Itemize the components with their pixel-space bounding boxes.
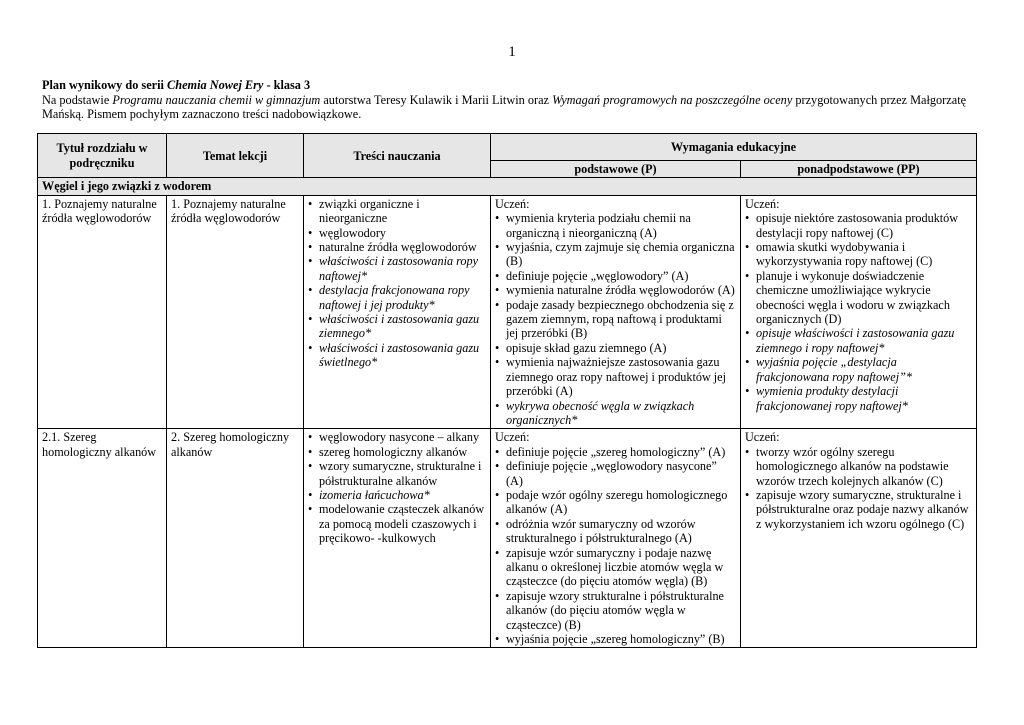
basic-cell [491, 429, 741, 648]
plan-table [37, 133, 977, 648]
list-item: • omawia skutki wydobywania i wykorzystywania ropy naftowej (C) [745, 240, 972, 269]
col-lesson-header: Temat lekcji [167, 134, 304, 178]
col-content-header: Treści nauczania [304, 134, 491, 178]
list-item: • odróżnia wzór sumaryczny od wzorów strukturalnego i półstrukturalnego (A) [495, 517, 736, 546]
content-cell [304, 195, 491, 429]
list-item: • szereg homologiczny alkanów [308, 445, 486, 459]
list-item: • właściwości i zastosowania gazu świetlnego* [308, 341, 486, 370]
student-label: Uczeń: [495, 196, 530, 211]
list-item: • tworzy wzór ogólny szeregu homologicznego alkanów na podstawie wzorów trzech kolejnych alkanów (C) [745, 445, 972, 488]
advanced-cell [741, 429, 977, 648]
col-requirements-header: Wymagania edukacyjne [491, 134, 977, 161]
advanced-cell [741, 195, 977, 429]
list-item: • związki organiczne i nieorganiczne [308, 197, 486, 226]
content-list [308, 197, 486, 370]
list-item: • opisuje właściwości i zastosowania gazu ziemnego i ropy naftowej* [745, 326, 972, 355]
list-item: • zapisuje wzory sumaryczne, strukturalne i półstrukturalne oraz podaje nazwy alkanów z wykorzystaniem ich wzoru ogólnego (C) [745, 488, 972, 531]
list-item: • wzory sumaryczne, strukturalne i półstrukturalne alkanów [308, 459, 486, 488]
document-title: Plan wynikowy do serii Chemia Nowej Ery - klasa 3 [42, 78, 311, 92]
chapter-cell: 1. Poznajemy naturalne źródła węglowodorów [38, 195, 167, 429]
list-item: • wymienia produkty destylacji frakcjonowanej ropy naftowej* [745, 384, 972, 413]
section-title: Węgiel i jego związki z wodorem [38, 178, 977, 195]
list-item: • wykrywa obecność węgla w związkach organicznych* [495, 399, 736, 428]
col-chapter-header: Tytuł rozdziału w podręczniku [38, 134, 167, 178]
table-row [38, 429, 977, 648]
list-item: • izomeria łańcuchowa* [308, 488, 486, 502]
list-item: • opisuje skład gazu ziemnego (A) [495, 341, 736, 355]
document-header [42, 78, 992, 122]
list-item: • definiuje pojęcie „węglowodory” (A) [495, 269, 736, 283]
content-cell [304, 429, 491, 648]
advanced-list [745, 445, 972, 531]
basic-list [495, 211, 736, 427]
list-item: • zapisuje wzory strukturalne i półstrukturalne alkanów (do pięciu atomów węgla w cząsteczce) (B) [495, 589, 736, 632]
list-item: • planuje i wykonuje doświadczenie chemiczne umożliwiające wykrycie obecności węgla i wodoru w związkach organicznych (D) [745, 269, 972, 327]
list-item: • wyjaśnia pojęcie „destylacja frakcjonowana ropy naftowej”* [745, 355, 972, 384]
document-intro: Na podstawie Programu nauczania chemii w gimnazjum autorstwa Teresy Kulawik i Marii Litwin oraz Wymagań programowych na poszczególne oceny przygotowanych przez Małgorzatę Mańską. Pismem pochyłym zaznaczono treści nadobowiązkowe. [42, 92, 967, 121]
basic-list [495, 445, 736, 647]
list-item: • wyjaśnia pojęcie „szereg homologiczny” (B) [495, 632, 736, 646]
student-label: Uczeń: [745, 430, 780, 445]
student-label: Uczeń: [745, 196, 780, 211]
list-item: • wymienia kryteria podziału chemii na organiczną i nieorganiczną (A) [495, 211, 736, 240]
list-item: • podaje zasady bezpiecznego obchodzenia się z gazem ziemnym, ropą naftową i produktami jej przeróbki (B) [495, 298, 736, 341]
content-list [308, 430, 486, 545]
list-item: • wymienia naturalne źródła węglowodorów (A) [495, 283, 736, 297]
lesson-cell: 2. Szereg homologiczny alkanów [167, 429, 304, 648]
list-item: • naturalne źródła węglowodorów [308, 240, 486, 254]
list-item: • wymienia najważniejsze zastosowania gazu ziemnego oraz ropy naftowej i produktów jej przeróbki (A) [495, 355, 736, 398]
col-advanced-header: ponadpodstawowe (PP) [741, 161, 977, 178]
page-number: 1 [508, 44, 516, 60]
student-label: Uczeń: [495, 430, 530, 445]
list-item: • zapisuje wzór sumaryczny i podaje nazwę alkanu o określonej liczbie atomów węgla w cząsteczce (do pięciu atomów węgla) (B) [495, 546, 736, 589]
list-item: • wyjaśnia, czym zajmuje się chemia organiczna (B) [495, 240, 736, 269]
list-item: • definiuje pojęcie „szereg homologiczny” (A) [495, 445, 736, 459]
list-item: • węglowodory [308, 226, 486, 240]
table-row [38, 195, 977, 429]
col-basic-header: podstawowe (P) [491, 161, 741, 178]
advanced-list [745, 211, 972, 413]
list-item: • modelowanie cząsteczek alkanów za pomocą modeli czaszowych i pręcikowo- -kulkowych [308, 502, 486, 545]
list-item: • definiuje pojęcie „węglowodory nasycone” (A) [495, 459, 736, 488]
basic-cell [491, 195, 741, 429]
list-item: • węglowodory nasycone – alkany [308, 430, 486, 444]
lesson-cell: 1. Poznajemy naturalne źródła węglowodorów [167, 195, 304, 429]
list-item: • właściwości i zastosowania ropy naftowej* [308, 254, 486, 283]
chapter-cell: 2.1. Szereg homologiczny alkanów [38, 429, 167, 648]
list-item: • właściwości i zastosowania gazu ziemnego* [308, 312, 486, 341]
list-item: • podaje wzór ogólny szeregu homologicznego alkanów (A) [495, 488, 736, 517]
list-item: • opisuje niektóre zastosowania produktów destylacji ropy naftowej (C) [745, 211, 972, 240]
list-item: • destylacja frakcjonowana ropy naftowej i jej produkty* [308, 283, 486, 312]
